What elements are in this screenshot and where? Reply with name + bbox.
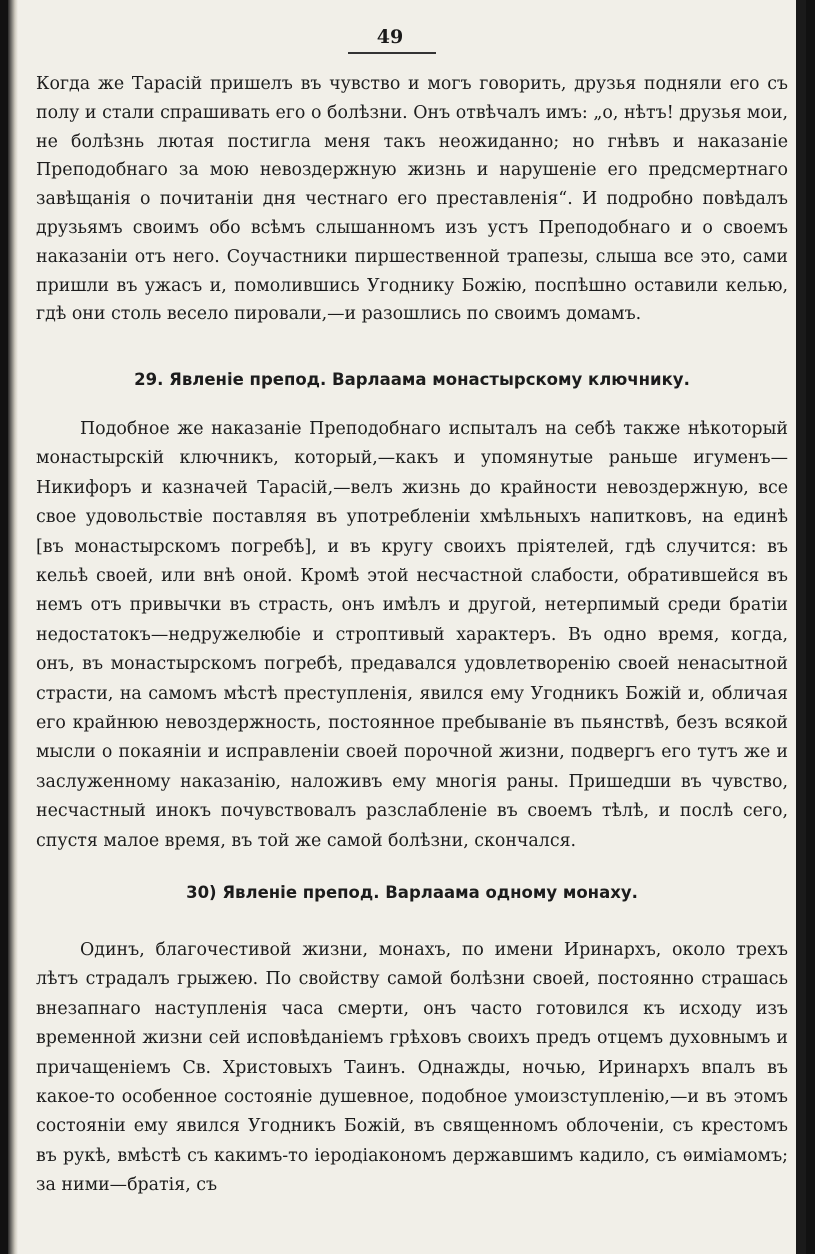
section-30-heading: 30) Явленіе препод. Варлаама одному монаху.	[186, 883, 638, 902]
page-right-edge	[796, 0, 806, 1254]
section-29-text	[36, 415, 788, 856]
page-left-edge	[8, 0, 18, 1254]
section-29-heading: 29. Явленіе препод. Варлаама монастырскому ключнику.	[134, 370, 690, 389]
paragraph-tarasiy-continued: Когда же Тарасій пришелъ въ чувство и могъ говорить, друзья подняли его съ полу и стали спрашивать его о болѣзни. Онъ отвѣчалъ имъ: „о, нѣтъ! друзья мои, не болѣзнь лютая постигла меня такъ неожиданно; но гнѣвъ и наказаніе Преподобнаго за мою невоздержную жизнь и нарушеніе его предсмертнаго завѣщанія о почитаніи дня честнаго его преставленія“. И подробно повѣдалъ друзьямъ своимъ обо всѣмъ слышанномъ изъ устъ Преподобнаго и о своемъ наказаніи отъ него. Соучастники пиршественной трапезы, слыша все это, сами пришли въ ужасъ и, помолившись Угоднику Божію, поспѣшно оставили келью, гдѣ они столь весело пировали,—и разошлись по своимъ домамъ.	[36, 74, 788, 325]
page-number-rule	[348, 52, 436, 54]
book-page	[8, 0, 806, 1254]
page-number: 49	[376, 26, 404, 48]
section-1-text	[36, 70, 788, 329]
paragraph-keykeeper: Подобное же наказаніе Преподобнаго испыталъ на себѣ также нѣкоторый монастырскій ключникъ, который,—какъ и упомянутые раньше игуменъ—Никифоръ и казначей Тарасій,—велъ жизнь до крайности невоздержную, все свое удовольствіе поставляя въ употребленіи хмѣльныхъ напитковъ, на единѣ [въ монастырскомъ погребѣ], и въ кругу своихъ пріятелей, гдѣ случится: въ кельѣ своей, или внѣ оной. Кромѣ этой несчастной слабости, обратившейся въ немъ отъ привычки въ страсть, онъ имѣлъ и другой, нетерпимый среди братіи недостатокъ—недружелюбіе и строптивый характеръ. Въ одно время, когда, онъ, въ монастырскомъ погребѣ, предавался удовлетворенію своей ненасытной страсти, на самомъ мѣстѣ преступленія, явился ему Угодникъ Божій и, обличая его крайнюю невоздержность, постоянное пребываніе въ пьянствѣ, безъ всякой мысли о покаяніи и исправленіи своей порочной жизни, подвергъ его тутъ же и заслуженному наказанію, наложивъ ему многія раны. Пришедши въ чувство, несчастный инокъ почувствовалъ разслабленіе въ своемъ тѣлѣ, и послѣ сего, спустя малое время, въ той же самой болѣзни, скончался.	[36, 419, 788, 851]
paragraph-irinarkh: Одинъ, благочестивой жизни, монахъ, по имени Иринархъ, около трехъ лѣтъ страдалъ грыжею. По свойству самой болѣзни своей, постоянно страшась внезапнаго наступленія часа смерти, онъ часто готовился къ исходу изъ временной жизни сей исповѣданіемъ грѣховъ своихъ предъ отцемъ духовнымъ и причащеніемъ Св. Христовыхъ Таинъ. Однажды, ночью, Иринархъ впалъ въ какое-то особенное состояніе душевное, подобное умоизступленію,—и въ этомъ состояніи ему явился Угодникъ Божій, въ священномъ облоченіи, съ крестомъ въ рукѣ, вмѣстѣ съ какимъ-то іеродіакономъ державшимъ кадило, съ ѳиміамомъ; за ними—братія, съ	[36, 940, 788, 1196]
section-30-text	[36, 936, 788, 1201]
